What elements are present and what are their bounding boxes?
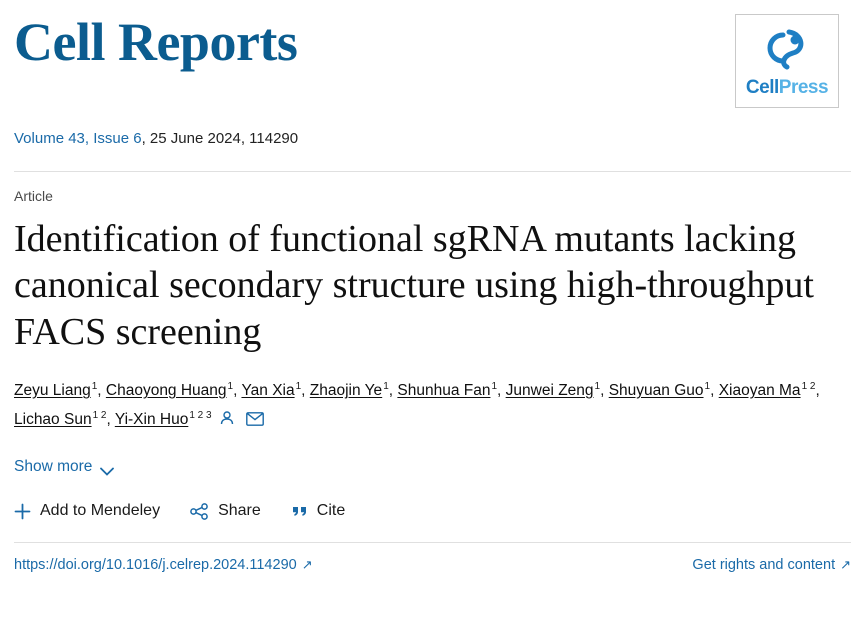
quote-icon — [291, 504, 308, 518]
cite-button[interactable] — [291, 502, 345, 520]
author-list — [12, 377, 844, 436]
show-more-authors-button[interactable] — [12, 458, 114, 476]
author-separator: , — [301, 382, 310, 400]
author-name[interactable]: Xiaoyan Ma — [718, 382, 801, 400]
issue-date-pages: , 25 June 2024, 114290 — [141, 130, 299, 147]
corresponding-author-email-icon[interactable] — [246, 408, 264, 437]
author-profile-icon[interactable] — [219, 408, 235, 437]
chevron-down-icon — [100, 463, 114, 472]
show-more-label: Show more — [14, 458, 93, 476]
page-title: Identification of functional sgRNA mutants lacking canonical secondary structure using high-throughput FACS screening — [14, 218, 814, 353]
share-label: Share — [218, 502, 261, 520]
article-footer — [12, 557, 853, 573]
cellpress-word-light: Press — [778, 76, 829, 98]
header-divider — [14, 171, 851, 172]
author-separator: , — [233, 382, 242, 400]
author-affiliation-marker[interactable]: 1 2 — [801, 380, 816, 392]
author-name[interactable]: Lichao Sun — [14, 410, 92, 428]
author-name[interactable]: Zeyu Liang — [14, 382, 91, 400]
author-affiliation-marker[interactable]: 1 2 — [92, 409, 107, 421]
author-affiliation-marker[interactable]: 1 2 3 — [189, 409, 212, 421]
add-to-mendeley-label: Add to Mendeley — [40, 502, 161, 520]
author-affiliation-marker[interactable]: 1 — [227, 380, 234, 392]
author-name[interactable]: Zhaojin Ye — [309, 382, 383, 400]
cellpress-mark-icon — [759, 26, 815, 75]
cellpress-word-bold: Cell — [745, 76, 779, 98]
author-affiliation-marker[interactable]: 1 — [383, 380, 389, 392]
doi-link[interactable] — [14, 557, 313, 573]
author-name[interactable]: Shunhua Fan — [397, 382, 491, 400]
share-button[interactable] — [190, 502, 261, 520]
journal-title: Cell Reports — [14, 12, 298, 72]
cellpress-logo[interactable] — [735, 14, 839, 108]
author-separator: , — [497, 382, 506, 400]
author-affiliation-marker[interactable]: 1 — [704, 380, 711, 392]
author-affiliation-marker[interactable]: 1 — [594, 380, 601, 392]
get-rights-and-content-link[interactable] — [692, 557, 851, 573]
footer-divider — [14, 542, 851, 543]
author-affiliation-marker[interactable]: 1 — [295, 380, 302, 392]
author-separator: , — [97, 382, 106, 400]
cite-label: Cite — [316, 502, 346, 520]
author-name[interactable]: Chaoyong Huang — [105, 382, 227, 400]
plus-icon — [14, 503, 31, 520]
author-separator: , — [815, 382, 820, 400]
author-name[interactable]: Yan Xia — [241, 382, 295, 400]
author-affiliation-marker[interactable]: 1 — [491, 380, 498, 392]
author-separator: , — [106, 410, 115, 428]
rights-text: Get rights and content — [692, 557, 836, 574]
add-to-mendeley-button[interactable] — [14, 502, 160, 520]
author-name[interactable]: Shuyuan Guo — [608, 382, 704, 400]
author-separator: , — [710, 382, 719, 400]
article-type-label: Article — [14, 188, 53, 204]
author-name[interactable]: Junwei Zeng — [505, 382, 594, 400]
external-link-icon: ↗ — [840, 557, 851, 573]
share-icon — [190, 503, 209, 520]
author-affiliation-marker[interactable]: 1 — [91, 380, 98, 392]
external-link-icon: ↗ — [301, 557, 313, 573]
doi-text: https://doi.org/10.1016/j.celrep.2024.114290 — [14, 557, 297, 574]
cellpress-wordmark — [746, 77, 828, 99]
article-action-bar — [12, 502, 853, 520]
author-separator: , — [600, 382, 609, 400]
volume-issue-link[interactable]: Volume 43, Issue 6 — [14, 130, 142, 147]
issue-line — [12, 130, 853, 147]
journal-header — [12, 0, 853, 118]
author-separator: , — [388, 382, 398, 400]
author-name[interactable]: Yi-Xin Huo — [114, 410, 189, 428]
